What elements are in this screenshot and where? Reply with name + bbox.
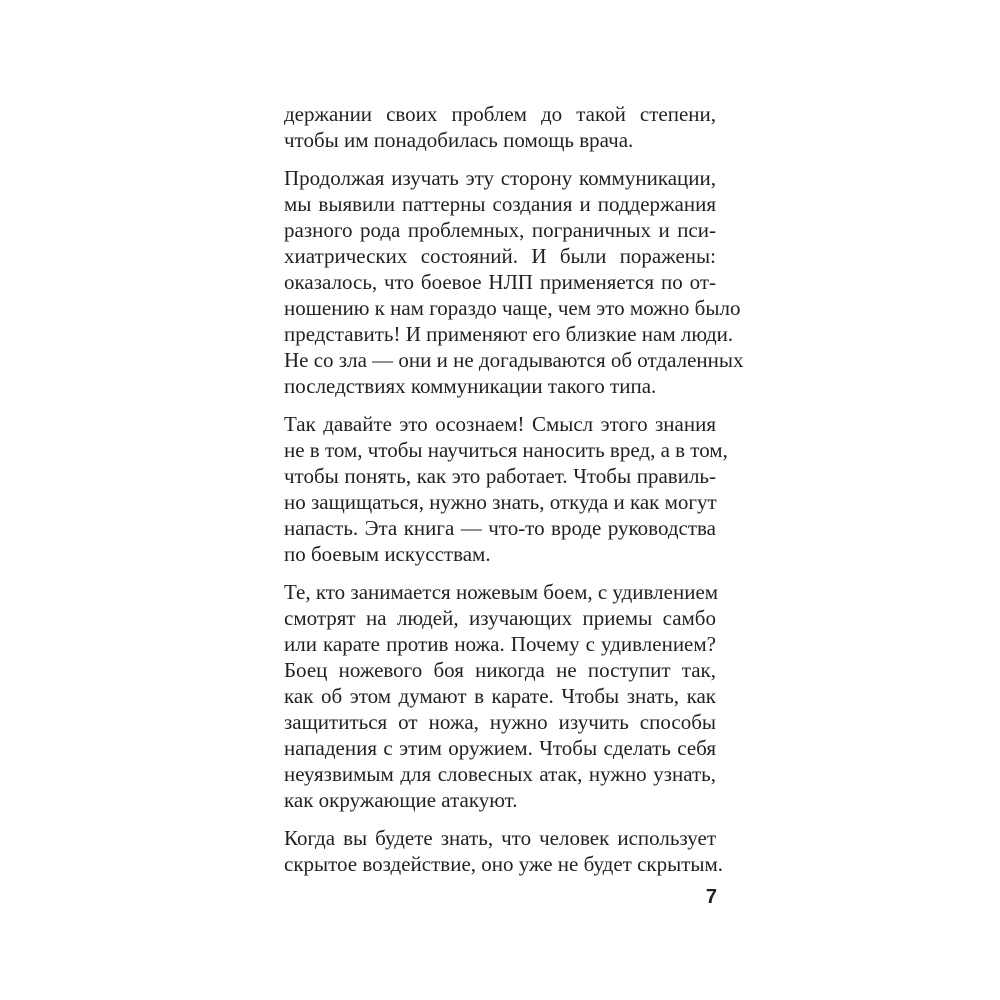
paragraph-4 [284,579,719,813]
text-line: Продолжая изучать эту сторону коммуникации, [284,166,716,190]
text-line: скрытое воздействие, оно уже не будет скрытым. [284,852,724,876]
text-line: последствиях коммуникации такого типа. [284,374,657,398]
text-line: напасть. Эта книга — что-то вроде руководства [284,516,716,540]
text-line: как окружающие атакуют. [284,788,518,812]
text-line: ношению к нам гораздо чаще, чем это можно было [284,296,741,320]
text-line: как об этом думают в карате. Чтобы знать, как [284,684,716,708]
page-number: 7 [705,886,717,908]
paragraph-5 [284,825,724,877]
paragraph-3 [284,411,728,567]
body-text [284,101,744,877]
text-line: смотрят на людей, изучающих приемы самбо [284,606,716,630]
text-line: не в том, чтобы научиться наносить вред, а в том, [284,438,728,462]
text-line: мы выявили паттерны создания и поддержания [284,192,716,216]
text-line: но защищаться, нужно знать, откуда и как могут [284,490,717,514]
text-line: держании своих проблем до такой степени, [284,102,716,126]
text-line: неуязвимым для словесных атак, нужно узнать, [284,762,716,786]
paragraph-2 [284,165,744,399]
text-line: нападения с этим оружием. Чтобы сделать себя [284,736,716,760]
text-line: чтобы им понадобилась помощь врача. [284,128,634,152]
text-line: Когда вы будете знать, что человек использует [284,826,716,850]
text-line: или карате против ножа. Почему с удивлением? [284,632,716,656]
text-line: представить! И применяют его близкие нам люди. [284,322,734,346]
text-line: Боец ножевого боя никогда не поступит так, [284,658,716,682]
text-line: оказалось, что боевое НЛП применяется по от- [284,270,716,294]
text-line: по боевым искусствам. [284,542,491,566]
text-line: Те, кто занимается ножевым боем, с удивлением [284,580,719,604]
text-line: Так давайте это осознаем! Смысл этого знания [284,412,716,436]
text-line: хиатрических состояний. И были поражены: [284,244,716,268]
text-line: Не со зла — они и не догадываются об отдаленных [284,348,744,372]
text-line: защититься от ножа, нужно изучить способы [284,710,716,734]
text-line: разного рода проблемных, пограничных и пси- [284,218,716,242]
paragraph-1 [284,101,716,153]
text-line: чтобы понять, как это работает. Чтобы правиль- [284,464,716,488]
